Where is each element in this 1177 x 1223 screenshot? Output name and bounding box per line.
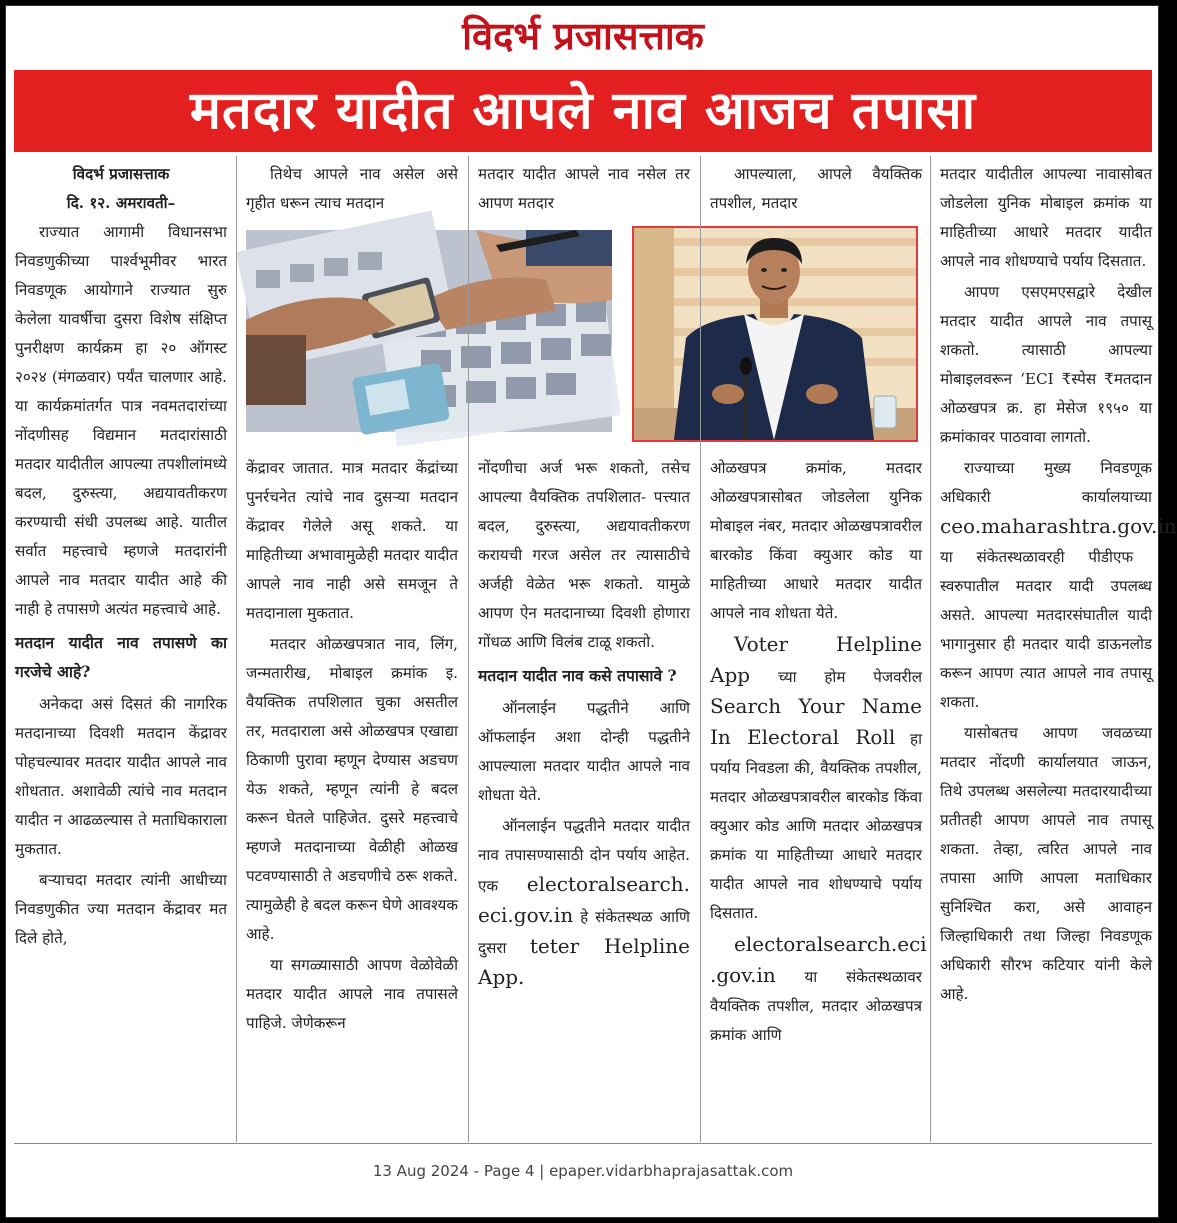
headline-banner: मतदार यादीत आपले नाव आजच तपासा: [14, 70, 1152, 152]
voter-list-photo: [246, 230, 612, 432]
text-run: ऑनलाईन पद्धतीने मतदार यादीत नाव तपासण्यासाठी दोन पर्याय आहेत. एक: [478, 817, 690, 895]
text-run: च्या होम पेजवरील: [750, 668, 922, 686]
subheading: मतदान यादीत नाव कसे तपासावे ?: [478, 666, 677, 685]
text-run-large: ceo.maharashtra.gov.in: [940, 514, 1177, 538]
text-run: या संकेतस्थळावरही पीडीएफ स्वरुपातील मतदार यादी उपलब्ध असते. आपल्या मतदारसंघातील यादी भागानुसार ही मतदार यादी डाऊनलोड करून आपण त्यात आपले नाव तपासू शकता.: [940, 548, 1152, 711]
subheading: मतदान यादीत नाव तपासणे का गरजेचे आहे?: [15, 633, 227, 681]
paragraph: मतदार यादीतील आपल्या नावासोबत जोडलेला युनिक मोबाइल क्रमांक या माहितीच्या आधारे मतदार यादीत आपले नाव शोधण्याचे पर्याय दिसतात.: [940, 165, 1152, 270]
text-run-large: teter Helpline App.: [478, 934, 690, 989]
text-run-large: electoralsearch.eci .gov.in: [710, 932, 927, 987]
paragraph: अनेकदा असं दिसतं की नागरिक मतदानाच्या दिवशी मतदान केंद्रावर पोहचल्यावर मतदार यादीत आपले नाव शोधतात. अशावेळी त्यांचे नाव मतदान यादीत न आढळल्यास ते मताधिकाराला मुकतात.: [15, 695, 227, 858]
column-3-bottom: [478, 454, 690, 1140]
paragraph: ओळखपत्र क्रमांक, मतदार ओळखपत्रासोबत जोडलेला युनिक मोबाइल नंबर, मतदार ओळखपत्रावरील बारकोड किंवा क्युआर कोड या माहितीच्या आधारे मतदार यादीत आपले नाव शोधता येते.: [710, 459, 922, 622]
column-4-top: [710, 160, 922, 222]
text-run-large: electoralsearch. eci.gov.in: [478, 872, 690, 927]
dateline-place: दि. १२. अमरावती–: [66, 194, 176, 212]
column-divider: [236, 156, 237, 1142]
paragraph: तिथेच आपले नाव असेल असे गृहीत धरून त्याच मतदान: [246, 165, 458, 212]
column-divider: [468, 156, 469, 1142]
text-run: या संकेतस्थळावर वैयक्तिक तपशील, मतदार ओळखपत्र क्रमांक आणि: [710, 968, 922, 1044]
newspaper-page: [5, 5, 1177, 1218]
paragraph: [710, 630, 922, 928]
column-divider: [930, 156, 931, 1142]
masthead: विदर्भ प्रजासत्ताक: [462, 14, 704, 58]
text-run-large: Voter Helpline App: [710, 632, 922, 687]
collector-photo: [632, 226, 918, 442]
paragraph: या सगळ्यासाठी आपण वेळोवेळी मतदार यादीत आपले नाव तपासले पाहिजे. जेणेकरून: [246, 956, 458, 1032]
column-4-bottom: [710, 454, 927, 1140]
paragraph: [710, 930, 927, 1050]
text-run-large: Search Your Name In Electoral Roll: [710, 694, 922, 749]
paragraph: राज्यात आगामी विधानसभा निवडणुकीच्या पार्श्वभूमीवर भारत निवडणूक आयोगाने राज्यात सुरु केलेला यावर्षीचा दुसरा विशेष संक्षिप्त पुनरीक्षण कार्यक्रम हा २० ऑगस्ट २०२४ (मंगळवार) पर्यंत चालणार आहे. या कार्यक्रमांतर्गत पात्र नवमतदारांच्या नोंदणीसह विद्यमान मतदारांसाठी मतदार यादीतील आपल्या तपशीलांमध्ये बदल, दुरुस्त्या, अद्ययावतीकरण करण्याची संधी उपलब्ध आहे. यातील सर्वात महत्त्वाचे म्हणजे मतदारांनी आपले नाव मतदार यादीत आहे की नाही हे तपासणे अत्यंत महत्त्वाचे आहे.: [15, 223, 227, 618]
paragraph: [940, 454, 1177, 717]
paragraph: आपल्याला, आपले वैयक्तिक तपशील, मतदार: [710, 165, 922, 212]
paragraph: ऑनलाईन पद्धतीने आणि ऑफलाईन अशा दोन्ही पद्धतीने आपल्याला मतदार यादीत आपले नाव शोधता येते.: [478, 699, 690, 804]
paragraph: नोंदणीचा अर्ज भरू शकतो, तसेच आपल्या वैयक्तिक तपशिलात- पत्त्यात बदल, दुरुस्त्या, अद्ययावतीकरण करायची गरज असेल तर त्यासाठीचे अर्जही वेळेत भरू शकतो. यामुळे आपण ऐन मतदानाच्या दिवशी होणारा गोंधळ आणि विलंब टाळू शकतो.: [478, 459, 690, 651]
column-5: [940, 160, 1177, 1140]
text-run: हा पर्याय निवडला की, वैयक्तिक तपशील, मतदार ओळखपत्रावरील बारकोड किंवा क्युआर कोड आणि मतदार ओळखपत्र क्रमांक या माहितीच्या आधारे मतदार यादीत आपले नाव शोधण्याचे पर्याय दिसतात.: [710, 730, 923, 922]
page-footer: 13 Aug 2024 - Page 4 | epaper.vidarbhaprajasattak.com: [372, 1162, 794, 1180]
paragraph: [478, 812, 690, 994]
footer-rule: [14, 1143, 1152, 1144]
paragraph: मतदार ओळखपत्रात नाव, लिंग, जन्मतारीख, मोबाइल क्रमांक इ. वैयक्तिक तपशिलात चुका असतील तर, मतदाराला असे ओळखपत्र एखाद्या ठिकाणी पुरावा म्हणून देण्यास अडचण येऊ शकते, म्हणून त्यांनी हे बदल करून घेतले पाहिजेत. दुसरे महत्त्वाचे म्हणजे मतदानाच्या वेळीही ओळख पटवण्यासाठी ते अडचणीचे ठरू शकते. त्यामुळेही हे बदल करून घेणे आवश्यक आहे.: [246, 635, 458, 943]
text-run: राज्याच्या मुख्य निवडणूक अधिकारी कार्यालयाच्या: [940, 459, 1152, 506]
paragraph: केंद्रावर जातात. मात्र मतदार केंद्रांच्या पुनर्रचनेत त्यांचे नाव दुसऱ्या मतदान केंद्रावर गेलेले असू शकते. या माहितीच्या अभावामुळेही मतदार यादीत आपले नाव नाही असे समजून ते मतदानाला मुकतात.: [246, 459, 458, 622]
text-run: हे संकेतस्थळ आणि दुसरा: [478, 908, 690, 957]
dateline-paper: विदर्भ प्रजासत्ताक: [72, 165, 170, 183]
column-2-bottom: [246, 454, 458, 1140]
paragraph: यासोबतच आपण जवळच्या मतदार नोंदणी कार्यालयात जाऊन, तिथे उपलब्ध असलेल्या मतदारयादीच्या प्रतीतही आपण आपले नाव तपासू शकता. तेव्हा, त्वरित आपले नाव तपासा आणि आपला मताधिकार सुनिश्चित करा, असे आवाहन जिल्हाधिकारी तथा जिल्हा निवडणूक अधिकारी सौरभ कटियार यांनी केले आहे.: [940, 724, 1152, 1003]
column-3-top: [478, 160, 690, 222]
paragraph: बऱ्याचदा मतदार त्यांनी आधीच्या निवडणुकीत ज्या मतदान केंद्रावर मत दिले होते,: [15, 871, 227, 947]
column-1: [15, 160, 227, 1140]
paragraph: मतदार यादीत आपले नाव नसेल तर आपण मतदार: [478, 165, 690, 212]
paragraph: आपण एसएमएसद्वारे देखील मतदार यादीत आपले नाव तपासू शकतो. त्यासाठी आपल्या मोबाइलवरून ‘ECI ₹स्पेस ₹मतदान ओळखपत्र क्र. हा मेसेज १९५० या क्रमांकावर पाठवावा लागतो.: [940, 283, 1152, 446]
column-divider: [700, 156, 701, 1142]
